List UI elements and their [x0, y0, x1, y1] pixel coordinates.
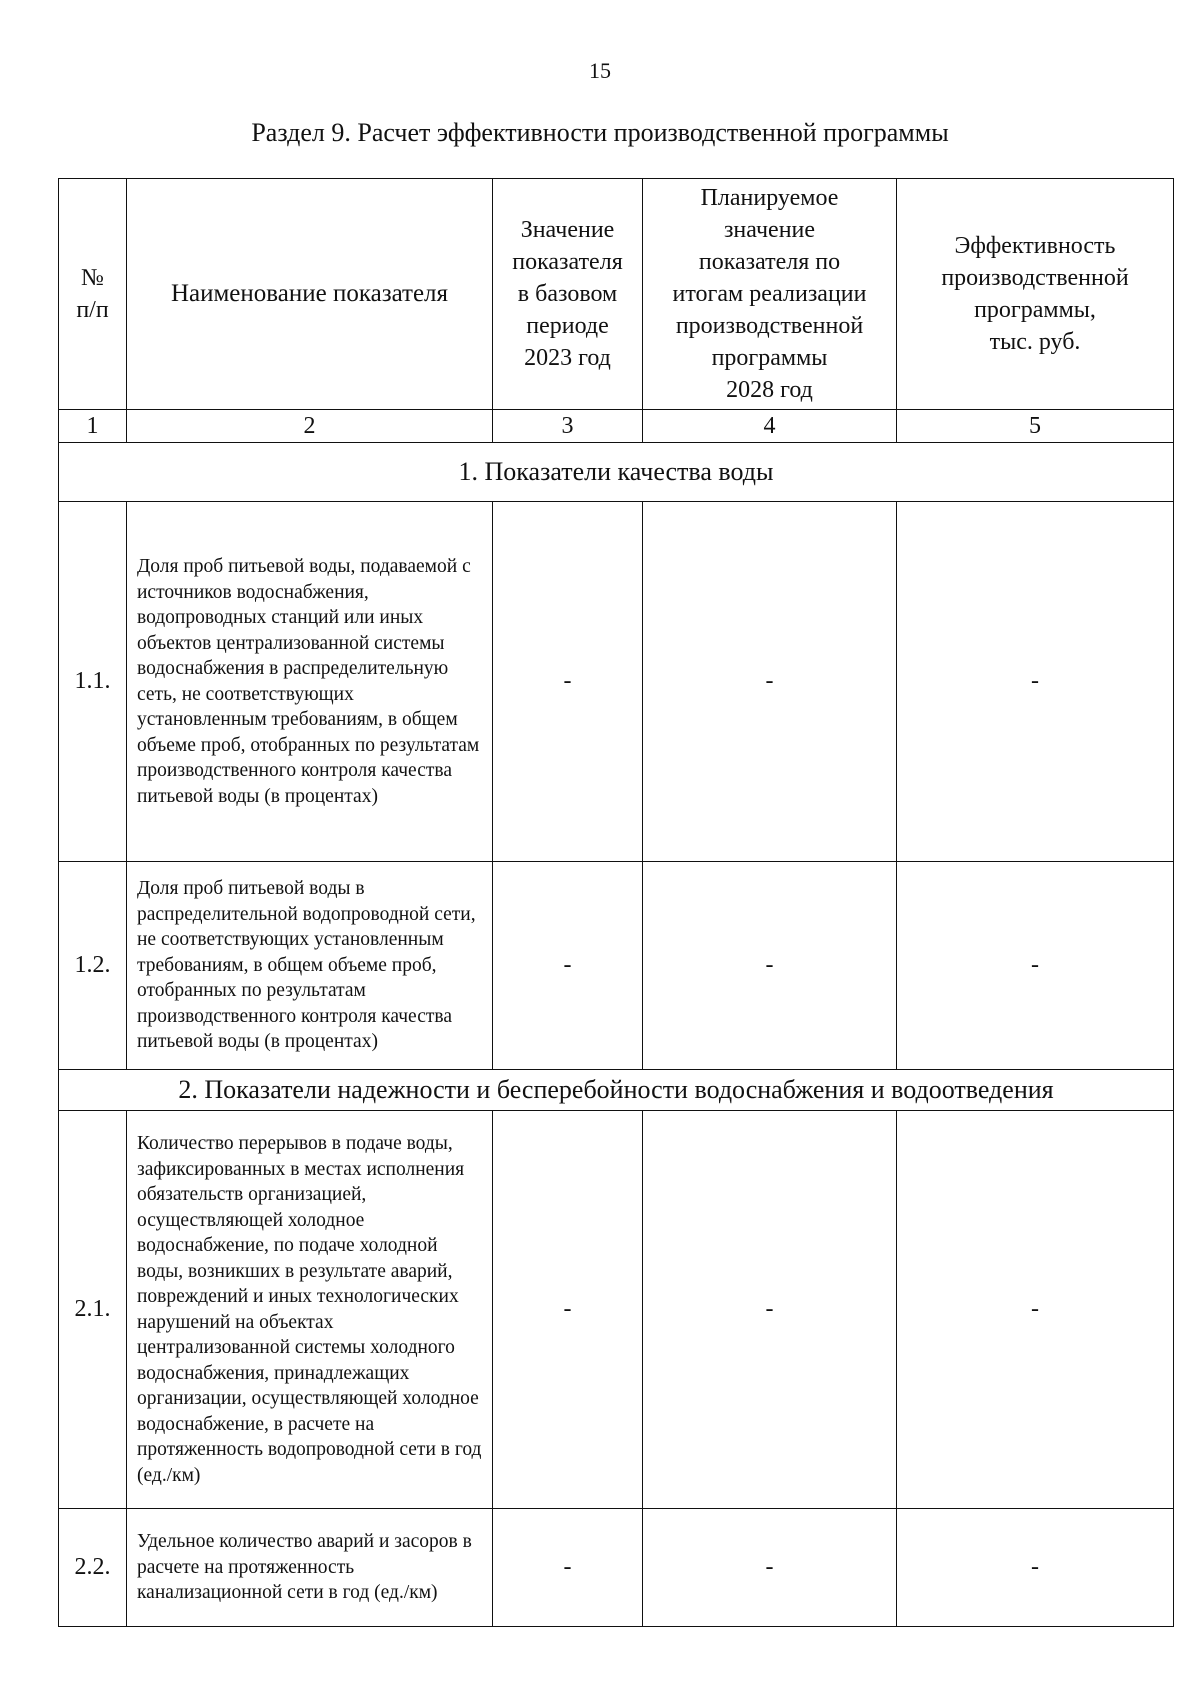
- header-efficiency: Эффективность производственной программы, тыс. руб.: [897, 179, 1174, 410]
- column-number: 3: [493, 410, 643, 443]
- section-row: [59, 443, 1174, 502]
- indicator-name: Доля проб питьевой воды в распределительной водопроводной сети, не соответствующих установленным требованиям, в общем объеме проб, отобранных по результатам производственного контроля качества питьевой воды (в процентах): [127, 862, 493, 1070]
- base-value: -: [493, 502, 643, 862]
- base-value: -: [493, 1111, 643, 1509]
- header-row: [59, 179, 1174, 410]
- header-name: Наименование показателя: [127, 179, 493, 410]
- table-row: [59, 862, 1174, 1070]
- indicator-name: Доля проб питьевой воды, подаваемой с источников водоснабжения, водопроводных станций или иных объектов централизованной системы водоснабжения в распределительную сеть, не соответствующих установленным требованиям, в общем объеме проб, отобранных по результатам производственного контроля качества питьевой воды (в процентах): [127, 502, 493, 862]
- section-heading: 1. Показатели качества воды: [59, 443, 1174, 502]
- row-number: 1.2.: [59, 862, 127, 1070]
- header-base: Значение показателя в базовом периоде 2023 год: [493, 179, 643, 410]
- efficiency-value: -: [897, 862, 1174, 1070]
- row-number: 1.1.: [59, 502, 127, 862]
- section-title: Раздел 9. Расчет эффективности производственной программы: [251, 118, 949, 147]
- table-row: [59, 1509, 1174, 1627]
- efficiency-value: -: [897, 1111, 1174, 1509]
- header-num: № п/п: [59, 179, 127, 410]
- base-value: -: [493, 862, 643, 1070]
- efficiency-value: -: [897, 502, 1174, 862]
- row-number: 2.1.: [59, 1111, 127, 1509]
- column-numbers-row: [59, 410, 1174, 443]
- row-number: 2.2.: [59, 1509, 127, 1627]
- indicator-name: Количество перерывов в подаче воды, зафиксированных в местах исполнения обязательств организацией, осуществляющей холодное водоснабжение, по подаче холодной воды, возникших в результате аварий, повреждений и иных технологических нарушений на объектах централизованной системы холодного водоснабжения, принадлежащих организации, осуществляющей холодное водоснабжение, в расчете на протяженность водопроводной сети в год (ед./км): [127, 1111, 493, 1509]
- planned-value: -: [643, 502, 897, 862]
- efficiency-table: [58, 178, 1174, 1627]
- planned-value: -: [643, 1111, 897, 1509]
- planned-value: -: [643, 862, 897, 1070]
- column-number: 2: [127, 410, 493, 443]
- table-row: [59, 502, 1174, 862]
- base-value: -: [493, 1509, 643, 1627]
- column-number: 4: [643, 410, 897, 443]
- header-planned: Планируемое значение показателя по итогам реализации производственной программы 2028 год: [643, 179, 897, 410]
- table-row: [59, 1111, 1174, 1509]
- section-heading: 2. Показатели надежности и бесперебойности водоснабжения и водоотведения: [59, 1070, 1174, 1111]
- indicator-name: Удельное количество аварий и засоров в расчете на протяженность канализационной сети в год (ед./км): [127, 1509, 493, 1627]
- column-number: 5: [897, 410, 1174, 443]
- efficiency-value: -: [897, 1509, 1174, 1627]
- planned-value: -: [643, 1509, 897, 1627]
- section-row: [59, 1070, 1174, 1111]
- column-number: 1: [59, 410, 127, 443]
- page-number: 15: [589, 58, 611, 83]
